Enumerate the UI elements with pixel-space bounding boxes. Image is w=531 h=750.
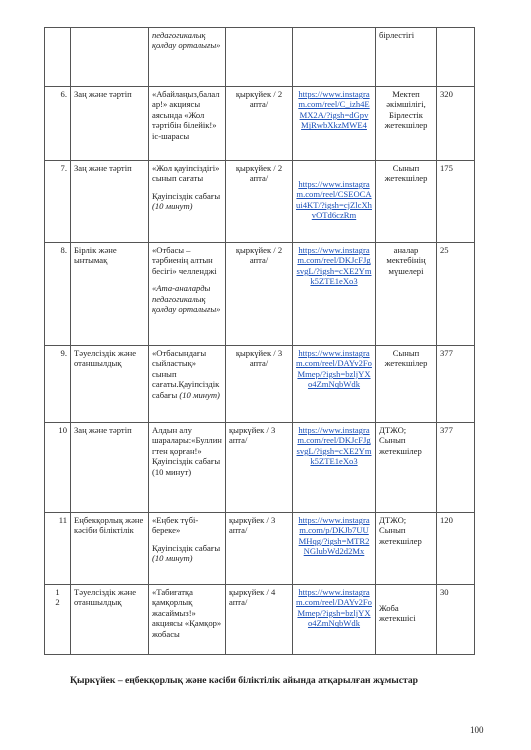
count-cell: 377 bbox=[437, 346, 475, 423]
direction-cell: Заң және тәртіп bbox=[71, 161, 149, 243]
event-safety bbox=[152, 191, 222, 212]
table-row bbox=[45, 346, 475, 423]
event-cell: «Табиғатқа қамқорлық жасаймыз!» акциясы «Қамқор» жобасы bbox=[149, 585, 226, 655]
instagram-link[interactable]: https://www.instagram.com/reel/DAYv2FoMmep/?igsh=bzljYXo4ZmNqbWdk bbox=[296, 348, 372, 390]
link-cell bbox=[293, 161, 376, 243]
direction-cell bbox=[71, 28, 149, 87]
table-row bbox=[45, 423, 475, 513]
table-row bbox=[45, 87, 475, 161]
row-number: 6. bbox=[45, 87, 71, 161]
event-cell bbox=[149, 243, 226, 346]
direction-cell: Заң және тәртіп bbox=[71, 423, 149, 513]
event-safety-text: Қауіпсіздік сабағы bbox=[152, 190, 221, 201]
date-cell: қыркүйек / 3 апта/ bbox=[226, 346, 293, 423]
date-cell: қыркүйек / 4 апта/ bbox=[226, 585, 293, 655]
responsible-cell: ДТЖО; Сынып жетекшілер bbox=[376, 423, 437, 513]
event-safety bbox=[152, 543, 222, 564]
direction-cell: Бірлік және ынтымақ bbox=[71, 243, 149, 346]
direction-cell: Тәуелсіздік және отаншылдық bbox=[71, 585, 149, 655]
row-number: 1 2 bbox=[45, 585, 71, 655]
event-italic: «Ата-аналарды педагогикалық қолдау орталығы» bbox=[152, 283, 221, 315]
date-cell: қыркүйек / 3 апта/ bbox=[226, 423, 293, 513]
responsible-cell: Мектеп әкімшілігі, Бірлестік жетекшілер bbox=[376, 87, 437, 161]
event-safety-duration: (10 минут) bbox=[152, 553, 193, 564]
responsible-cell bbox=[376, 585, 437, 655]
row-number: 11 bbox=[45, 513, 71, 585]
responsible-text: бірлестігі bbox=[379, 30, 415, 40]
link-cell bbox=[293, 28, 376, 87]
event-cell bbox=[149, 28, 226, 87]
responsible-cell bbox=[376, 28, 437, 87]
count-cell: 175 bbox=[437, 161, 475, 243]
num-cell bbox=[45, 28, 71, 87]
link-cell bbox=[293, 87, 376, 161]
link-cell bbox=[293, 346, 376, 423]
instagram-link[interactable]: https://www.instagram.com/reel/DKJcFJgsvgL/?igsh=cXE2Ymk5ZTE1eXo3 bbox=[296, 425, 372, 467]
row-number: 10 bbox=[45, 423, 71, 513]
table-row bbox=[45, 513, 475, 585]
count-cell: 30 bbox=[437, 585, 475, 655]
count-cell bbox=[437, 28, 475, 87]
event-cell bbox=[149, 513, 226, 585]
responsible-cell: ДТЖО; Сынып жетекшілер bbox=[376, 513, 437, 585]
event-safety-duration: (10 минут) bbox=[152, 201, 193, 212]
event-title: «Жол қауіпсіздігі» сынып сағаты bbox=[152, 163, 220, 184]
table-row bbox=[45, 161, 475, 243]
instagram-link[interactable]: https://www.instagram.com/reel/C_izh4EMX2A/?igsh=dGpvMjRwbXkzMWE4 bbox=[298, 89, 370, 131]
page-number: 100 bbox=[470, 725, 484, 735]
instagram-link[interactable]: https://www.instagram.com/p/DKJb7UUMHqg/?igsh=MTR2NGlubWd2d2Mx bbox=[298, 515, 370, 557]
event-cell: «Абайлаңыз,балалар!» акциясы аясында «Жол тәртібін білейік!» іс-шарасы bbox=[149, 87, 226, 161]
date-cell: қыркүйек / 3 апта/ bbox=[226, 513, 293, 585]
instagram-link[interactable]: https://www.instagram.com/reel/CSEOCAui4KT/?igsh=cjZlcXhvOTd6czRm bbox=[296, 179, 372, 221]
table-row bbox=[45, 243, 475, 346]
direction-cell: Тәуелсіздік және отаншылдық bbox=[71, 346, 149, 423]
direction-cell: Заң және тәртіп bbox=[71, 87, 149, 161]
date-cell: қыркүйек / 2 апта/ bbox=[226, 87, 293, 161]
responsible-cell: Сынып жетекшілер bbox=[376, 346, 437, 423]
event-italic: педагогикалық қолдау орталығы» bbox=[152, 30, 221, 51]
event-cell: Алдын алу шаралары:«Буллингтен қорған!» Қауіпсіздік сабағы (10 минут) bbox=[149, 423, 226, 513]
event-title: «Еңбек түбі-береке» bbox=[152, 515, 199, 536]
direction-cell: Еңбекқорлық және кәсіби біліктілік bbox=[71, 513, 149, 585]
event-cell bbox=[149, 161, 226, 243]
link-cell bbox=[293, 243, 376, 346]
section-heading: Қыркүйек – еңбекқорлық және кәсіби біліктілік айында атқарылған жұмыстар bbox=[70, 675, 418, 686]
event-title: «Отбасындағы сыйластық» сынып сағаты.Қауіпсіздік сабағы bbox=[152, 348, 220, 400]
link-cell bbox=[293, 513, 376, 585]
responsible-cell: Сынып жетекшілер bbox=[376, 161, 437, 243]
responsible-cell: аналар мектебінің мүшелері bbox=[376, 243, 437, 346]
count-cell: 25 bbox=[437, 243, 475, 346]
event-title: «Отбасы – тәрбиенің алтын бесігі» челленджі bbox=[152, 245, 217, 276]
link-cell bbox=[293, 585, 376, 655]
event-safety-duration: (10 минут) bbox=[179, 389, 220, 400]
row-number: 7. bbox=[45, 161, 71, 243]
instagram-link[interactable]: https://www.instagram.com/reel/DAYv2FoMmep/?igsh=bzljYXo4ZmNqbWdk bbox=[296, 587, 372, 629]
responsible-text: Жоба жетекшісі bbox=[379, 603, 416, 624]
events-table bbox=[44, 27, 475, 655]
row-number: 9. bbox=[45, 346, 71, 423]
table-row bbox=[45, 28, 475, 87]
table-row bbox=[45, 585, 475, 655]
count-cell: 377 bbox=[437, 423, 475, 513]
date-cell bbox=[226, 28, 293, 87]
count-cell: 120 bbox=[437, 513, 475, 585]
link-cell bbox=[293, 423, 376, 513]
instagram-link[interactable]: https://www.instagram.com/reel/DKJcFJgsvgL/?igsh=cXE2Ymk5ZTE1eXo3 bbox=[296, 245, 372, 287]
count-cell: 320 bbox=[437, 87, 475, 161]
event-safety-text: Қауіпсіздік сабағы bbox=[152, 542, 221, 553]
event-cell bbox=[149, 346, 226, 423]
date-cell: қыркүйек / 2 апта/ bbox=[226, 243, 293, 346]
date-cell: қыркүйек / 2 апта/ bbox=[226, 161, 293, 243]
row-number: 8. bbox=[45, 243, 71, 346]
